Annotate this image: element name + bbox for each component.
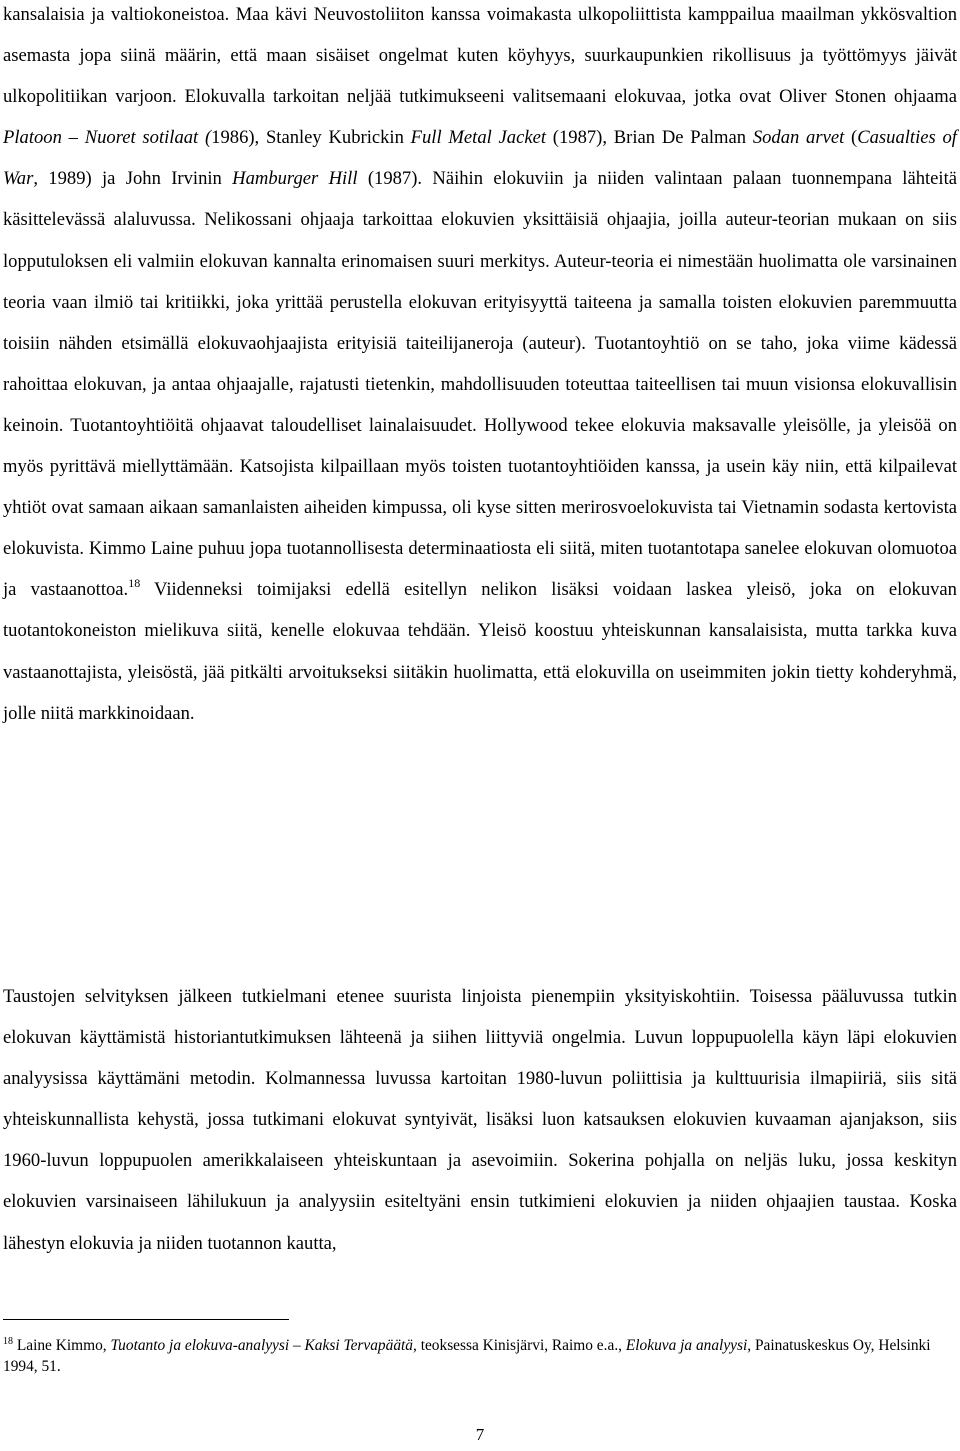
paragraph-1-text-2: 1986), Stanley Kubrickin [211, 127, 411, 149]
body-paragraph-1 [3, 0, 957, 734]
paragraph-1-text-6: (1987). Näihin elokuviin ja niiden valintaan palaan tuonnempana lähteitä käsittelevässä alaluvussa. Nelikossani ohjaaja tarkoittaa elokuvien yksittäisiä ohjaajia, joilla auteur-teorian mukaan on siis lopputuloksen eli valmiin elokuvan kannalta erinomaisen suuri merkitys. Auteur-teoria ei nimestään huolimatta ole varsinainen teoria vaan ilmiö tai kritiikki, joka yrittää perustella elokuvan erityisyyttä taiteena ja samalla toisten elokuvien paremmuutta toisiin nähden etsimällä elokuvaohjaajista erityisiä taiteilijaneroja (auteur). Tuotantoyhtiö on se taho, joka viime kädessä rahoittaa elokuvan, ja antaa ohjaajalle, rajatusti tietenkin, mahdollisuuden toteuttaa taiteellisen tai muun visionsa elokuvallisin keinoin. Tuotantoyhtiöitä ohjaavat taloudelliset lainalaisuudet. Hollywood tekee elokuvia maksavalle yleisölle, ja yleisöä on myös pyrittävä miellyttämään. Katsojista kilpaillaan myös toisten tuotantoyhtiöiden kanssa, ja usein käy niin, että kilpailevat yhtiöt ovat samaan aikaan samanlaisten aiheiden kimpussa, oli kyse sitten merirosvoelokuvista tai Vietnamin sodasta kertovista elokuvista. Kimmo Laine puhuu jopa tuotannollisesta determinaatiosta eli siitä, miten tuotantotapa sanelee elokuvan olomuotoa ja vastaanottoa. [3, 168, 958, 601]
film-title-sodan-arvet: Sodan arvet [752, 127, 845, 149]
footnote-text-1: Laine Kimmo, [13, 1337, 111, 1354]
footnote-text-3: , Painatuskeskus Oy, Helsinki 1994, 51. [3, 1337, 931, 1375]
film-title-casualties-of-war: Casualties of War [3, 127, 957, 190]
footnote-separator [3, 1319, 289, 1320]
page-number: 7 [475, 1425, 485, 1444]
paragraph-1-text-3: (1987), Brian De Palman [546, 127, 753, 149]
footnote-number: 18 [3, 1336, 13, 1347]
footnote-title-2: Elokuva ja analyysi [625, 1337, 748, 1354]
body-paragraph-2: Taustojen selvityksen jälkeen tutkielmani etenee suurista linjoista pienempiin yksityiskohtiin. Toisessa pääluvussa tutkin elokuvan käyttämistä historiantutkimuksen lähteenä ja siihen liittyviä ongelmia. Luvun loppupuolella käyn läpi elokuvien analyysissa käyttämäni metodin. Kolmannessa luvussa kartoitan 1980-luvun poliittisia ja kulttuurisia ilmapiiriä, siis sitä yhteiskunnallista kehystä, jossa tutkimani elokuvat syntyivät, lisäksi luon katsauksen elokuvien kuvaaman ajanjakson, siis 1960-luvun loppupuolen amerikkalaiseen yhteiskuntaan ja asevoimiin. Sokerina pohjalla on neljäs luku, jossa keskityn elokuvien varsinaiseen lähilukuun ja analyysiin esiteltyäni ensin tutkimieni elokuvien ja niiden ohjaajien taustaa. Koska lähestyn elokuvia ja niiden tuotannon kautta, [3, 986, 957, 1254]
paragraph-1-text-7: Viidenneksi toimijaksi edellä esitellyn nelikon lisäksi voidaan laskea yleisö, joka on elokuvan tuotantokoneiston mielikuva siitä, kenelle elokuvaa tehdään. Yleisö koostuu yhteiskunnan kansalaisista, mutta tarkka kuva vastaanottajista, yleisöstä, jää pitkälti arvoitukseksi siitäkin huolimatta, että elokuvilla on useimmiten jokin tietty kohderyhmä, jolle niitä markkinoidaan. [3, 579, 957, 724]
paragraph-1-text-5: , 1989) ja John Irvinin [33, 168, 233, 190]
film-title-platoon: Platoon – Nuoret sotilaat ( [3, 127, 212, 149]
footnote-text-2: , teoksessa Kinisjärvi, Raimo e.a., [413, 1337, 626, 1354]
footnote-reference[interactable]: 18 [128, 576, 141, 591]
film-title-hamburger-hill: Hamburger Hill [232, 168, 358, 190]
paragraph-1-text-4: ( [844, 127, 858, 149]
film-title-full-metal-jacket: Full Metal Jacket [410, 127, 547, 149]
footnote-title-1: Tuotanto ja elokuva-analyysi – Kaksi Tervapäätä [110, 1337, 413, 1354]
footnote [3, 1336, 957, 1377]
paragraph-1-text-1: kansalaisia ja valtiokoneistoa. Maa kävi Neuvostoliiton kanssa voimakasta ulkopoliittista kamppailua maailman ykkösvaltion asemasta jopa siinä määrin, että maan sisäiset ongelmat kuten köyhyys, suurkaupunkien rikollisuus ja työttömyys jäivät ulkopolitiikan varjoon. Elokuvalla tarkoitan neljää tutkimukseeni valitsemaani elokuvaa, jotka ovat Oliver Stonen ohjaama [3, 4, 957, 108]
